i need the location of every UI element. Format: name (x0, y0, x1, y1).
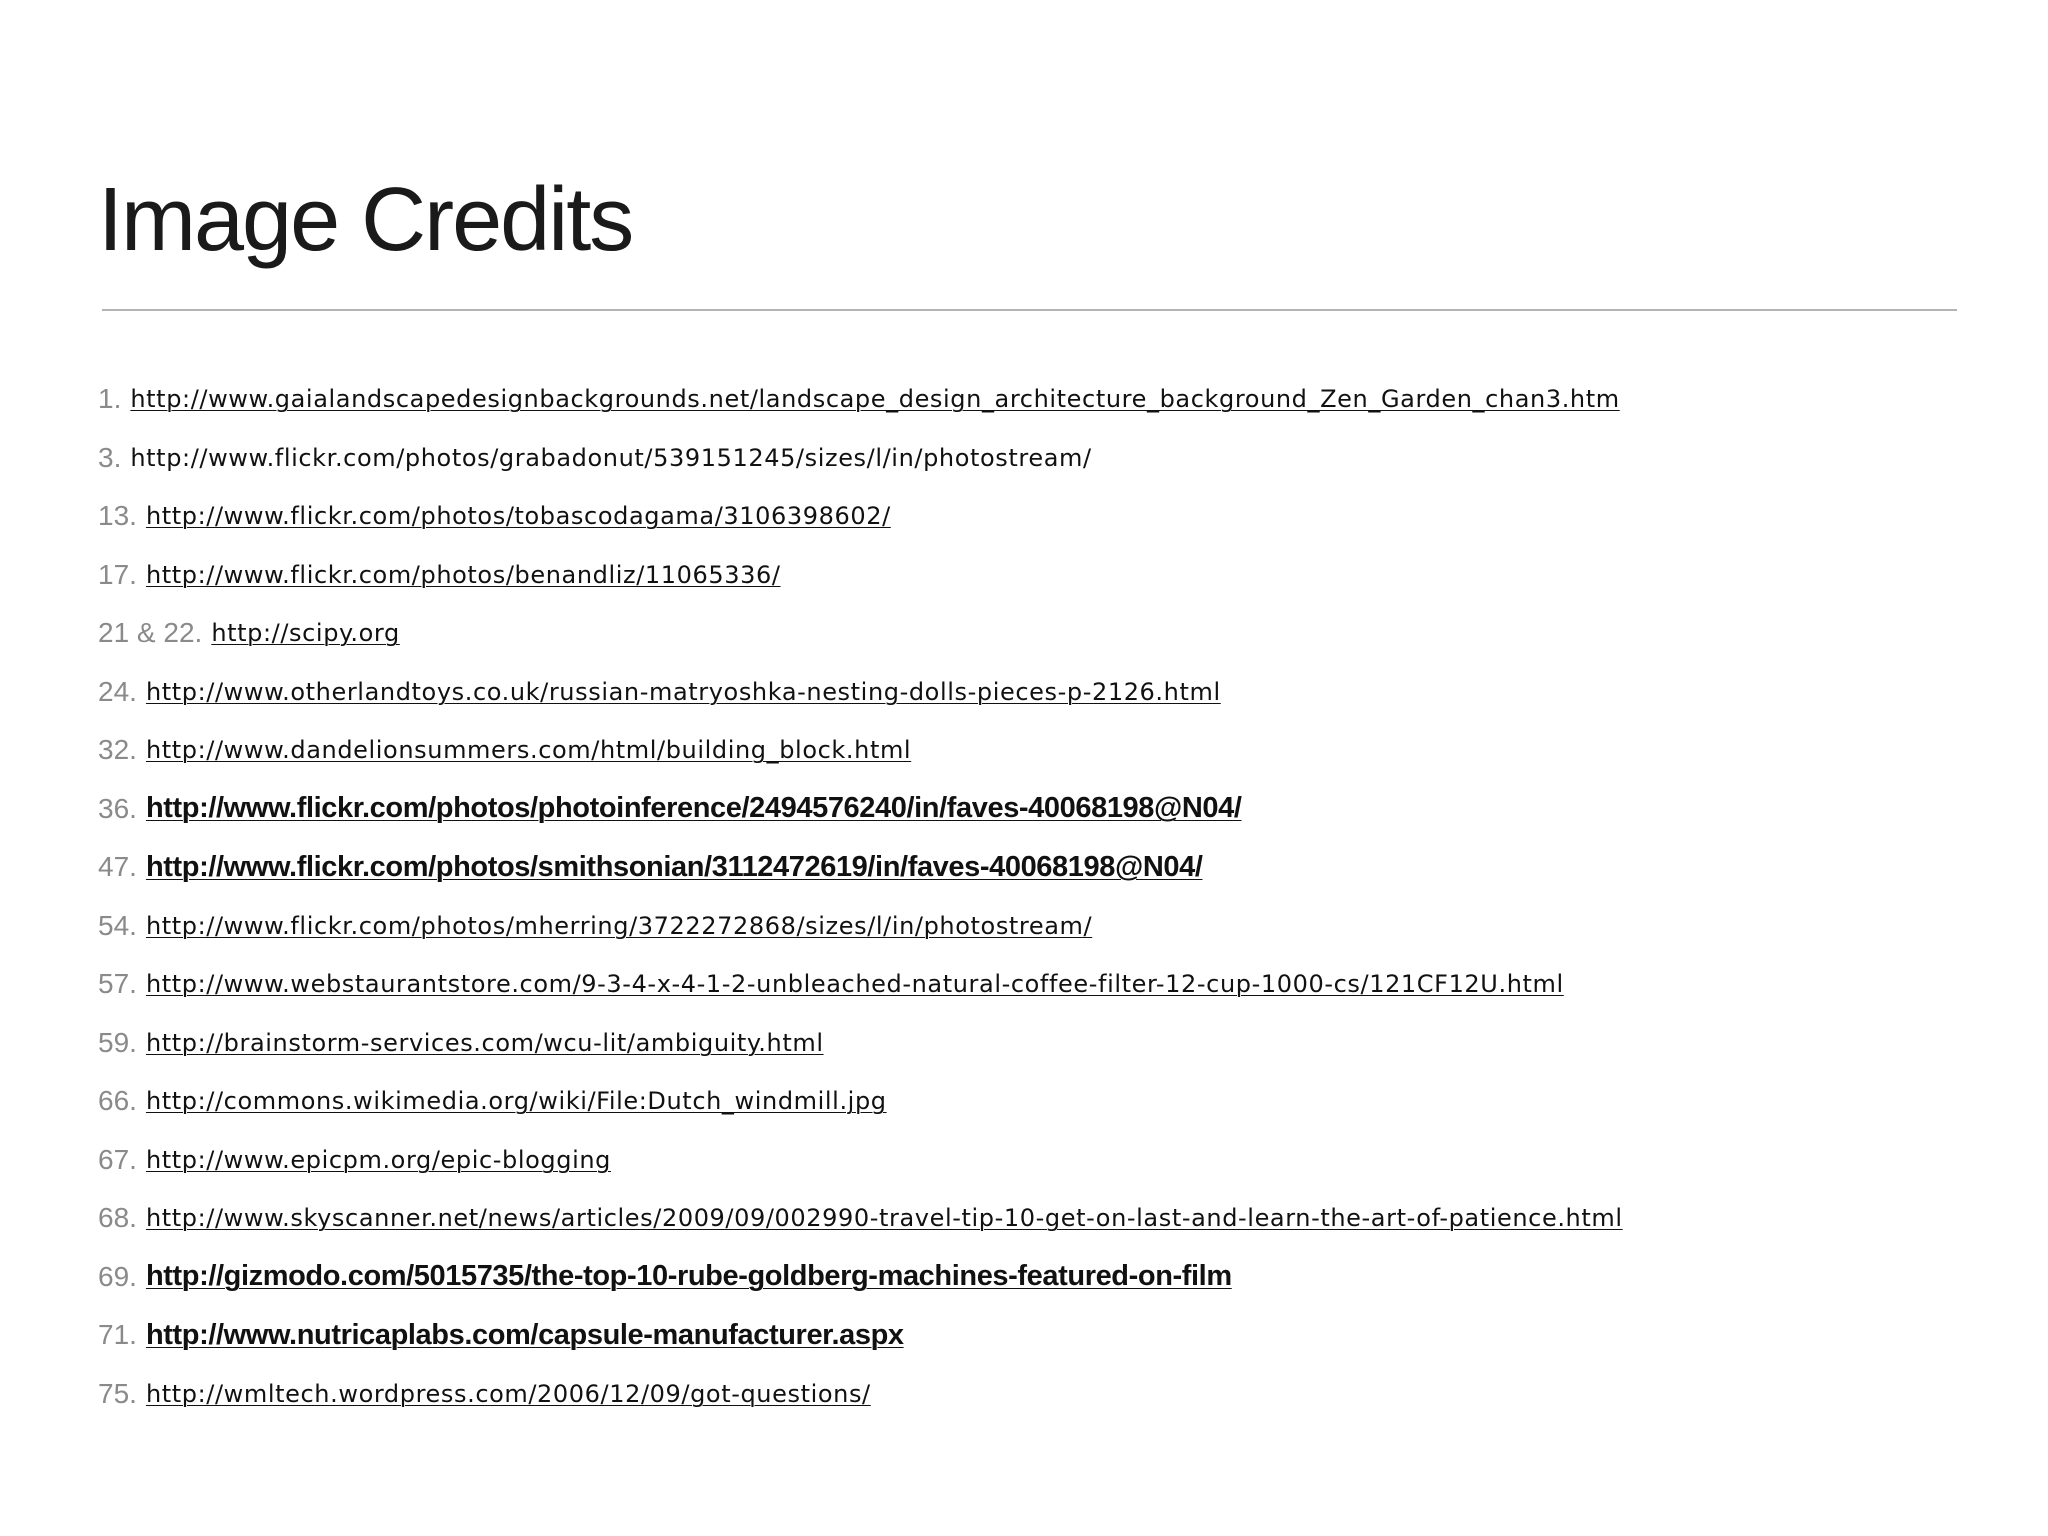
credit-link[interactable]: http://www.gaialandscapedesignbackgrounds.net/landscape_design_architecture_background_Zen_Garden_chan3.htm (130, 385, 1620, 414)
credit-link[interactable]: http://www.flickr.com/photos/photoinference/2494576240/in/faves-40068198@N04/ (145, 792, 1242, 825)
credit-link[interactable]: http://www.flickr.com/photos/benandliz/11065336/ (145, 560, 781, 589)
list-item (98, 429, 1998, 488)
credit-link[interactable]: http://gizmodo.com/5015735/the-top-10-rube-goldberg-machines-featured-on-film (145, 1260, 1232, 1293)
credit-number: 47. (98, 851, 137, 883)
credit-number: 1. (98, 383, 122, 415)
credit-number: 75. (98, 1377, 137, 1409)
list-item (98, 1189, 1998, 1248)
credit-link[interactable]: http://www.flickr.com/photos/mherring/3722272868/sizes/l/in/photostream/ (145, 911, 1093, 940)
list-item (98, 955, 1998, 1014)
credit-url-text: http://www.flickr.com/photos/grabadonut/539151245/sizes/l/in/photostream/ (130, 443, 1092, 472)
list-item (98, 546, 1998, 605)
credit-number: 68. (98, 1202, 137, 1234)
list-item (98, 1014, 1998, 1073)
credit-number: 13. (98, 500, 137, 532)
credit-link[interactable]: http://www.flickr.com/photos/smithsonian/3112472619/in/faves-40068198@N04/ (145, 850, 1203, 883)
credit-link[interactable]: http://commons.wikimedia.org/wiki/File:Dutch_windmill.jpg (145, 1087, 887, 1116)
list-item (98, 1131, 1998, 1190)
page-title: Image Credits (98, 170, 633, 270)
credits-list (98, 370, 1998, 1423)
list-item (98, 1306, 1998, 1365)
credit-link[interactable]: http://brainstorm-services.com/wcu-lit/ambiguity.html (145, 1028, 824, 1057)
list-item (98, 663, 1998, 722)
credit-link[interactable]: http://wmltech.wordpress.com/2006/12/09/got-questions/ (145, 1379, 871, 1408)
credit-link[interactable]: http://www.flickr.com/photos/tobascodagama/3106398602/ (145, 502, 891, 531)
credit-number: 21 & 22. (98, 617, 203, 649)
credit-number: 24. (98, 675, 137, 707)
credit-number: 17. (98, 558, 137, 590)
list-item (98, 1248, 1998, 1307)
credit-link[interactable]: http://www.nutricaplabs.com/capsule-manufacturer.aspx (145, 1318, 904, 1351)
credit-number: 32. (98, 734, 137, 766)
credit-link[interactable]: http://www.dandelionsummers.com/html/building_block.html (145, 736, 912, 765)
credit-link[interactable]: http://www.skyscanner.net/news/articles/2009/09/002990-travel-tip-10-get-on-last-and-learn-the-art-of-patience.html (145, 1204, 1623, 1233)
list-item (98, 721, 1998, 780)
credit-link[interactable]: http://www.epicpm.org/epic-blogging (145, 1145, 612, 1174)
list-item (98, 1072, 1998, 1131)
credit-number: 54. (98, 909, 137, 941)
credit-link[interactable]: http://www.webstaurantstore.com/9-3-4-x-4-1-2-unbleached-natural-coffee-filter-12-cup-1000-cs/121CF12U.html (145, 970, 1564, 999)
list-item (98, 487, 1998, 546)
title-divider (102, 309, 1957, 311)
credit-number: 69. (98, 1260, 137, 1292)
credit-link[interactable]: http://scipy.org (211, 619, 400, 648)
credit-number: 66. (98, 1085, 137, 1117)
credit-number: 71. (98, 1319, 137, 1351)
credit-number: 67. (98, 1143, 137, 1175)
list-item (98, 604, 1998, 663)
list-item (98, 838, 1998, 897)
credit-number: 36. (98, 792, 137, 824)
credit-number: 3. (98, 441, 122, 473)
list-item (98, 1365, 1998, 1424)
credit-number: 59. (98, 1026, 137, 1058)
credit-number: 57. (98, 968, 137, 1000)
list-item (98, 780, 1998, 839)
list-item (98, 370, 1998, 429)
list-item (98, 897, 1998, 956)
credit-link[interactable]: http://www.otherlandtoys.co.uk/russian-matryoshka-nesting-dolls-pieces-p-2126.html (145, 677, 1221, 706)
